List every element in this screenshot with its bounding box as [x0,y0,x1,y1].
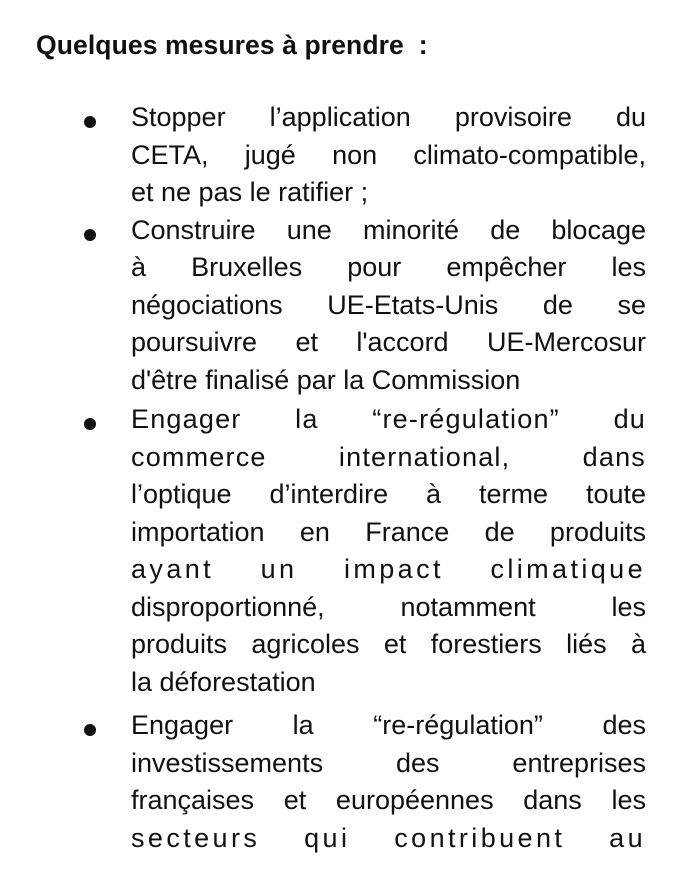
bullet-icon [84,418,96,430]
text-line: Engager la “re-régulation” du [131,404,646,434]
text-line: secteurs qui contribuent au [131,822,646,853]
text-line: Engager la “re-régulation” des [131,710,646,740]
measures-list [0,99,646,857]
bullet-icon [84,724,96,736]
list-item [0,99,646,212]
list-item [0,707,646,857]
list-item [0,401,646,701]
text-line: l’optique d’interdire à terme toute [131,479,646,509]
text-line: négociations UE-Etats-Unis de se [131,289,646,320]
text-line: à Bruxelles pour empêcher les [131,252,646,282]
heading: Quelques mesures à prendre : [36,30,428,60]
text-line: Stopper l’application provisoire du [131,102,646,132]
text-line: produits agricoles et forestiers liés à [131,629,646,659]
text-line: françaises et européennes dans les [131,785,646,815]
list-item [0,212,646,400]
text-line: importation en France de produits [131,516,646,547]
text-line: commerce international, dans [131,441,646,472]
bullet-icon [84,116,96,128]
text-line: poursuivre et l'accord UE-Mercosur [131,327,646,357]
text-line: CETA, jugé non climato-compatible, [131,139,646,170]
text-line: d'être finalisé par la Commission [131,364,521,395]
bullet-icon [84,229,96,241]
text-line: ayant un impact climatique [131,554,646,584]
text-line: Construire une minorité de blocage [131,214,646,245]
text-line: la déforestation [131,666,316,697]
text-line: et ne pas le ratifier ; [131,177,369,207]
text-line: disproportionné, notamment les [131,591,646,622]
text-line: investissements des entreprises [131,747,646,778]
